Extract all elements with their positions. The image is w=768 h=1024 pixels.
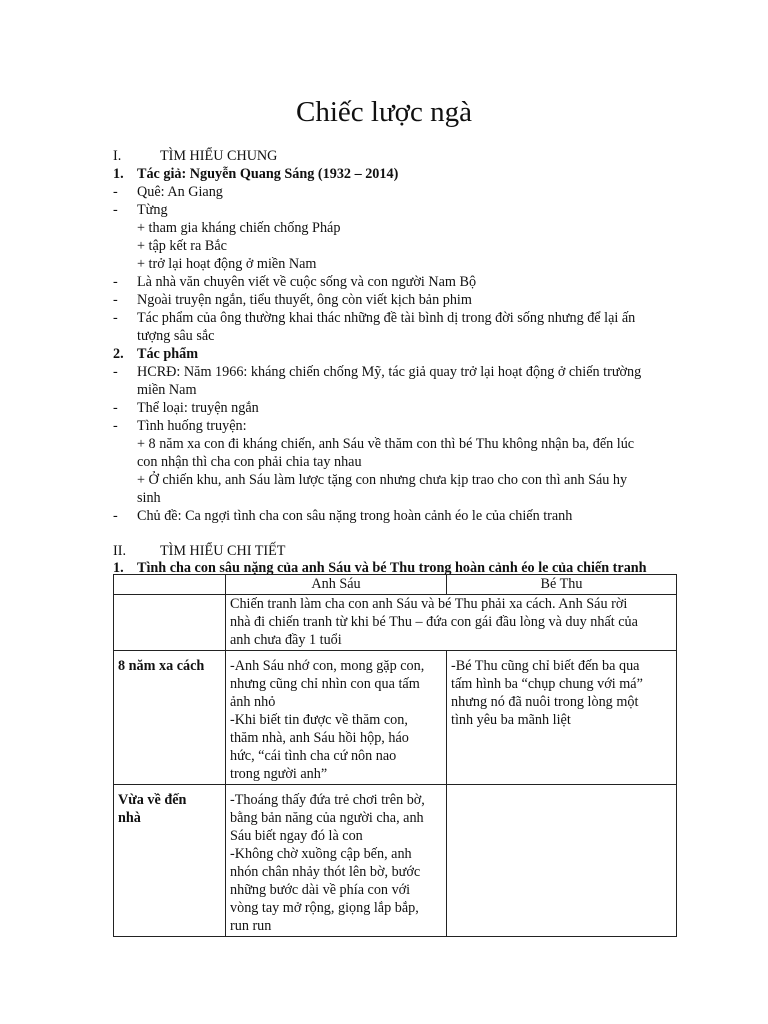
cell-line: -Thoáng thấy đứa trẻ chơi trên bờ, (230, 792, 425, 808)
author-works-bullet-cont: tượng sâu sắc (137, 328, 215, 344)
author-number: 1. (113, 166, 124, 182)
table-cell-empty (114, 595, 226, 651)
cell-line: -Khi biết tin được về thăm con, (230, 712, 408, 728)
cell-line: -Bé Thu cũng chỉ biết đến ba qua (451, 658, 640, 674)
document-title: Chiếc lược ngà (296, 96, 472, 128)
cell-line: ảnh nhỏ (230, 694, 276, 710)
bullet-dash: - (113, 364, 118, 380)
work-situation: Tình huống truyện: (137, 418, 247, 434)
cell-line: nhưng cũng chỉ nhìn con qua tấm (230, 676, 420, 692)
work-situation-line: + 8 năm xa con đi kháng chiến, anh Sáu về thăm con thì bé Thu không nhận ba, đến lúc (137, 436, 635, 452)
cell-line: nhưng nó đã nuôi trong lòng một (451, 694, 639, 710)
intro-line: Chiến tranh làm cha con anh Sáu và bé Thu phải xa cách. Anh Sáu rời (230, 596, 628, 612)
cell-line: thăm nhà, anh Sáu hồi hộp, háo (230, 730, 409, 746)
cell-line: run run (230, 918, 272, 934)
section-1-numeral: I. (113, 148, 122, 164)
intro-line: nhà đi chiến tranh từ khi bé Thu – đứa con gái đầu lòng và duy nhất của (230, 614, 638, 630)
subsection-heading: Tình cha con sâu nặng của anh Sáu và bé Thu trong hoàn cảnh éo le của chiến tranh (137, 560, 647, 576)
work-hcrd: HCRĐ: Năm 1966: kháng chiến chống Mỹ, tác giả quay trở lại hoạt động ở chiến trường (137, 364, 642, 380)
author-tung: Từng (137, 202, 168, 218)
row-label-line: Vừa về đến (118, 792, 187, 808)
bullet-dash: - (113, 400, 118, 416)
cell-line: -Anh Sáu nhớ con, mong gặp con, (230, 658, 425, 674)
row-label-line: nhà (118, 810, 141, 826)
row-label: 8 năm xa cách (114, 651, 226, 785)
cell-line: vòng tay mở rộng, giọng lắp bắp, (230, 900, 419, 916)
bullet-dash: - (113, 508, 118, 524)
anh-sau-cell (226, 785, 447, 937)
work-hcrd-cont: miền Nam (137, 382, 197, 398)
author-works-bullet: Tác phẩm của ông thường khai thác những đề tài bình dị trong đời sống nhưng để lại ấn (137, 310, 636, 326)
work-situation-line: con nhận thì cha con phải chia tay nhau (137, 454, 362, 470)
author-tung-item: + trở lại hoạt động ở miền Nam (137, 256, 317, 272)
table-row (114, 785, 677, 937)
section-2-numeral: II. (113, 543, 126, 559)
bullet-dash: - (113, 184, 118, 200)
author-tung-item: + tham gia kháng chiến chống Pháp (137, 220, 341, 236)
author-hometown: Quê: An Giang (137, 184, 223, 200)
be-thu-cell (447, 651, 677, 785)
header-cell-be-thu: Bé Thu (447, 575, 677, 595)
cell-line: những bước dài về phía con với (230, 882, 411, 898)
comparison-table (113, 574, 677, 937)
cell-line: trong người anh” (230, 766, 328, 782)
author-writer-bullet: Là nhà văn chuyên viết về cuộc sống và con người Nam Bộ (137, 274, 477, 290)
bullet-dash: - (113, 202, 118, 218)
intro-line: anh chưa đầy 1 tuổi (230, 632, 342, 648)
header-cell-anh-sau: Anh Sáu (226, 575, 447, 595)
author-tung-item: + tập kết ra Bắc (137, 238, 227, 254)
anh-sau-cell (226, 651, 447, 785)
cell-line: nhón chân nhảy thót lên bờ, bước (230, 864, 421, 880)
table-header-row (114, 575, 677, 595)
work-situation-line: sinh (137, 490, 161, 506)
be-thu-cell (447, 785, 677, 937)
subsection-number: 1. (113, 560, 124, 576)
cell-line: Sáu biết ngay đó là con (230, 828, 363, 844)
cell-line: hức, “cái tình cha cứ nôn nao (230, 748, 397, 764)
cell-line: -Không chờ xuồng cập bến, anh (230, 846, 412, 862)
author-heading: Tác giả: Nguyễn Quang Sáng (1932 – 2014) (137, 166, 399, 182)
cell-line: bằng bản năng của người cha, anh (230, 810, 424, 826)
work-theme: Chủ đề: Ca ngợi tình cha con sâu nặng trong hoàn cảnh éo le của chiến tranh (137, 508, 573, 524)
section-2-heading: TÌM HIỂU CHI TIẾT (160, 543, 286, 559)
header-cell-empty (114, 575, 226, 595)
table-row (114, 595, 677, 651)
table-row (114, 651, 677, 785)
work-genre: Thể loại: truyện ngắn (137, 400, 259, 416)
author-genres-bullet: Ngoài truyện ngắn, tiểu thuyết, ông còn viết kịch bản phim (137, 292, 472, 308)
work-number: 2. (113, 346, 124, 362)
bullet-dash: - (113, 274, 118, 290)
row-label (114, 785, 226, 937)
bullet-dash: - (113, 418, 118, 434)
bullet-dash: - (113, 292, 118, 308)
bullet-dash: - (113, 310, 118, 326)
cell-line: tấm hình ba “chụp chung với má” (451, 676, 643, 692)
work-situation-line: + Ở chiến khu, anh Sáu làm lược tặng con nhưng chưa kịp trao cho con thì anh Sáu hy (137, 472, 628, 488)
work-heading: Tác phẩm (137, 346, 199, 362)
intro-cell (226, 595, 677, 651)
cell-line: tình yêu ba mãnh liệt (451, 712, 571, 728)
section-1-heading: TÌM HIỂU CHUNG (160, 148, 278, 164)
